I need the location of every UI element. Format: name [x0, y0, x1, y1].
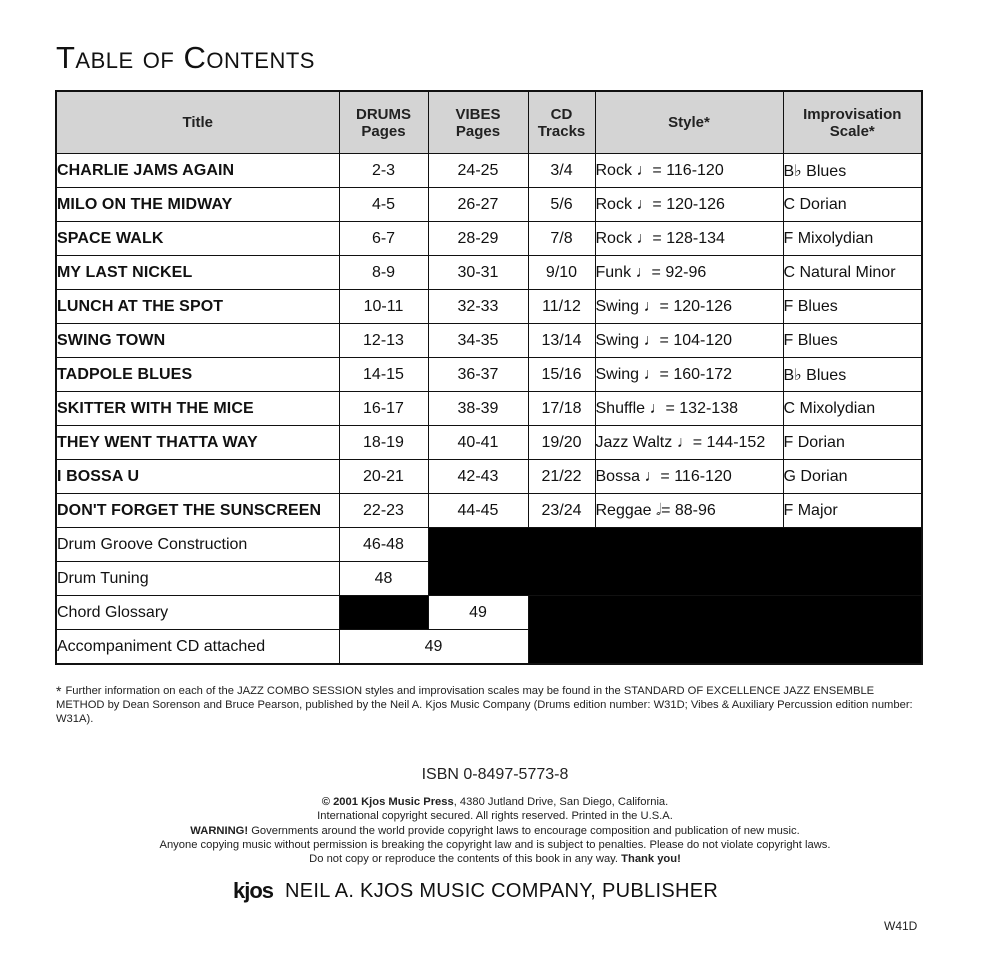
scale: F Blues — [783, 290, 922, 324]
table-row — [56, 256, 922, 290]
vibes-pages: 36-37 — [428, 358, 528, 392]
kjos-logo: kjos — [233, 878, 274, 903]
table-row — [56, 222, 922, 256]
scale: F Blues — [783, 324, 922, 358]
page-title — [56, 40, 315, 76]
scale: B♭ Blues — [783, 154, 922, 188]
drums-pages: 14-15 — [339, 358, 428, 392]
style-cell — [595, 324, 783, 358]
song-title: SKITTER WITH THE MICE — [56, 392, 339, 426]
scale: F Dorian — [783, 426, 922, 460]
table-header-row — [56, 91, 922, 154]
footnote-text: Further information on each of the JAZZ COMBO SESSION styles and improvisation scales may be found in the STANDARD OF EXCELLENCE JAZZ ENSEMBLE METHOD by Dean Sorenson and Bruce Pearson, published by the Neil A. Kjos Music Company (Drums edition number: W31D; Vibes & Auxiliary Percussion edition number: W31A). — [56, 685, 913, 725]
extra-title-groove: Drum Groove Construction — [56, 528, 339, 562]
style-name: Swing — [595, 331, 640, 349]
vibes-pages-glossary: 49 — [428, 596, 528, 630]
cd-tracks: 21/22 — [528, 460, 595, 494]
vibes-pages: 26-27 — [428, 188, 528, 222]
extra-title-glossary: Chord Glossary — [56, 596, 339, 630]
edition-code: W41D — [884, 919, 918, 933]
header-cd-line2: Tracks — [537, 122, 586, 140]
song-title: SPACE WALK — [56, 222, 339, 256]
header-cd-line1: CD — [550, 105, 573, 123]
cd-tracks: 7/8 — [528, 222, 595, 256]
drums-pages-tuning: 48 — [339, 562, 428, 596]
note-icon: ♩ — [636, 229, 653, 247]
table-row — [56, 392, 922, 426]
header-cd — [528, 91, 595, 154]
note-icon: ♩ — [636, 195, 653, 213]
drums-pages: 22-23 — [339, 494, 428, 528]
vibes-pages: 28-29 — [428, 222, 528, 256]
header-drums-line2: Pages — [361, 122, 406, 140]
header-vibes — [428, 91, 528, 154]
cd-tracks: 19/20 — [528, 426, 595, 460]
tempo: = 104-120 — [659, 331, 733, 349]
cd-tracks: 15/16 — [528, 358, 595, 392]
footnote — [56, 684, 916, 726]
header-scale-line2: Scale* — [829, 122, 875, 140]
table-row-glossary — [56, 596, 922, 630]
table-row — [56, 154, 922, 188]
scale: F Mixolydian — [783, 222, 922, 256]
note-icon: ♩ — [643, 331, 660, 349]
blacked-out-block — [528, 596, 922, 665]
note-icon: ♩ — [649, 399, 666, 417]
isbn: ISBN 0-8497-5773-8 — [421, 766, 569, 783]
header-scale — [783, 91, 922, 154]
publisher — [233, 878, 718, 904]
style-cell — [595, 256, 783, 290]
style-cell — [595, 460, 783, 494]
song-title: LUNCH AT THE SPOT — [56, 290, 339, 324]
vibes-pages: 34-35 — [428, 324, 528, 358]
table-row — [56, 460, 922, 494]
warning-label: WARNING! — [190, 824, 249, 837]
style-name: Swing — [595, 297, 640, 315]
note-icon: 𝅗𝅥 — [656, 501, 662, 519]
drums-pages: 10-11 — [339, 290, 428, 324]
vibes-pages: 24-25 — [428, 154, 528, 188]
note-icon: ♩ — [635, 263, 652, 281]
tempo: = 144-152 — [692, 433, 766, 451]
style-name: Shuffle — [595, 399, 646, 417]
drums-pages: 12-13 — [339, 324, 428, 358]
vibes-pages: 32-33 — [428, 290, 528, 324]
style-cell — [595, 290, 783, 324]
tempo: = 132-138 — [665, 399, 738, 417]
scale: B♭ Blues — [783, 358, 922, 392]
table-row — [56, 358, 922, 392]
style-cell — [595, 222, 783, 256]
header-drums-line1: DRUMS — [356, 105, 411, 123]
note-icon: ♩ — [676, 433, 693, 451]
drums-pages-groove: 46-48 — [339, 528, 428, 562]
song-title: TADPOLE BLUES — [56, 358, 339, 392]
song-title: MILO ON THE MIDWAY — [56, 188, 339, 222]
style-name: Rock — [595, 229, 632, 247]
table-row-groove — [56, 528, 922, 562]
legal-line-2: International copyright secured. All rights reserved. Printed in the U.S.A. — [317, 810, 673, 823]
vibes-pages: 44-45 — [428, 494, 528, 528]
note-icon: ♩ — [643, 297, 660, 315]
vibes-pages: 30-31 — [428, 256, 528, 290]
song-title: THEY WENT THATTA WAY — [56, 426, 339, 460]
style-name: Swing — [595, 365, 640, 383]
drums-pages: 16-17 — [339, 392, 428, 426]
legal-line-1 — [0, 795, 990, 809]
table-row — [56, 188, 922, 222]
contents-table — [55, 90, 923, 665]
tempo: = 128-134 — [652, 229, 725, 247]
style-name: Jazz Waltz — [595, 433, 673, 451]
note-icon: ♩ — [644, 467, 661, 485]
cd-tracks: 13/14 — [528, 324, 595, 358]
table-row — [56, 324, 922, 358]
cd-tracks: 17/18 — [528, 392, 595, 426]
vibes-pages: 42-43 — [428, 460, 528, 494]
header-vibes-line2: Pages — [455, 122, 501, 140]
style-cell — [595, 494, 783, 528]
vibes-pages: 40-41 — [428, 426, 528, 460]
cd-pages: 49 — [339, 630, 528, 665]
table-body — [56, 154, 922, 665]
copyright-address: , 4380 Jutland Drive, San Diego, California. — [453, 796, 669, 808]
style-cell — [595, 392, 783, 426]
cd-tracks: 5/6 — [528, 188, 595, 222]
style-name: Rock — [595, 161, 632, 179]
scale: C Natural Minor — [783, 256, 922, 290]
table-row — [56, 290, 922, 324]
tempo: = 116-120 — [660, 467, 732, 485]
song-title: DON'T FORGET THE SUNSCREEN — [56, 494, 339, 528]
tempo: = 120-126 — [652, 195, 725, 213]
note-icon: ♩ — [636, 161, 653, 179]
legal-notice — [0, 795, 990, 866]
song-title: SWING TOWN — [56, 324, 339, 358]
header-title-text: Title — [182, 114, 214, 131]
style-cell — [595, 188, 783, 222]
song-title: I BOSSA U — [56, 460, 339, 494]
song-title: MY LAST NICKEL — [56, 256, 339, 290]
publisher-name: NEIL A. KJOS MUSIC COMPANY, PUBLISHER — [285, 879, 719, 902]
legal-line-3 — [0, 824, 990, 838]
legal-line-4: Anyone copying music without permission is breaking the copyright law and is subject to penalties. Please do not violate copyright laws. — [159, 838, 831, 851]
cd-tracks: 9/10 — [528, 256, 595, 290]
style-name: Reggae — [595, 501, 652, 519]
warning-text: Governments around the world provide copyright laws to encourage composition and publication of new music. — [248, 824, 800, 837]
extra-title-cd: Accompaniment CD attached — [56, 630, 339, 665]
blacked-out-cell — [339, 596, 428, 630]
thank-you: Thank you! — [621, 853, 681, 866]
header-title — [56, 91, 339, 154]
drums-pages: 2-3 — [339, 154, 428, 188]
song-title: CHARLIE JAMS AGAIN — [56, 154, 339, 188]
scale: F Major — [783, 494, 922, 528]
table-row — [56, 494, 922, 528]
tempo: = 116-120 — [652, 161, 724, 179]
style-name: Funk — [595, 263, 632, 281]
cd-tracks: 3/4 — [528, 154, 595, 188]
blacked-out-block — [428, 528, 922, 596]
tempo: = 160-172 — [659, 365, 733, 383]
header-scale-line1: Improvisation — [803, 105, 902, 123]
style-name: Bossa — [595, 467, 640, 485]
scale: C Dorian — [783, 188, 922, 222]
vibes-pages: 38-39 — [428, 392, 528, 426]
scale: G Dorian — [783, 460, 922, 494]
header-style-text: Style* — [668, 114, 710, 131]
tempo: = 92-96 — [651, 263, 707, 281]
drums-pages: 4-5 — [339, 188, 428, 222]
legal-line-5 — [0, 852, 990, 866]
page-title-text: Table of Contents — [56, 40, 315, 75]
style-cell — [595, 154, 783, 188]
drums-pages: 20-21 — [339, 460, 428, 494]
header-drums — [339, 91, 428, 154]
scale: C Mixolydian — [783, 392, 922, 426]
copyright-holder: © 2001 Kjos Music Press — [321, 796, 454, 808]
header-vibes-line1: VIBES — [455, 105, 501, 123]
note-icon: ♩ — [643, 365, 660, 383]
cd-tracks: 23/24 — [528, 494, 595, 528]
drums-pages: 8-9 — [339, 256, 428, 290]
tempo: = 88-96 — [661, 501, 716, 519]
style-cell — [595, 426, 783, 460]
cd-tracks: 11/12 — [528, 290, 595, 324]
drums-pages: 18-19 — [339, 426, 428, 460]
footnote-marker: * — [56, 683, 62, 699]
extra-title-tuning: Drum Tuning — [56, 562, 339, 596]
tempo: = 120-126 — [659, 297, 733, 315]
table-row — [56, 426, 922, 460]
legal-line-5-text: Do not copy or reproduce the contents of this book in any way. — [309, 853, 622, 866]
style-name: Rock — [595, 195, 632, 213]
style-cell — [595, 358, 783, 392]
drums-pages: 6-7 — [339, 222, 428, 256]
header-style — [595, 91, 783, 154]
